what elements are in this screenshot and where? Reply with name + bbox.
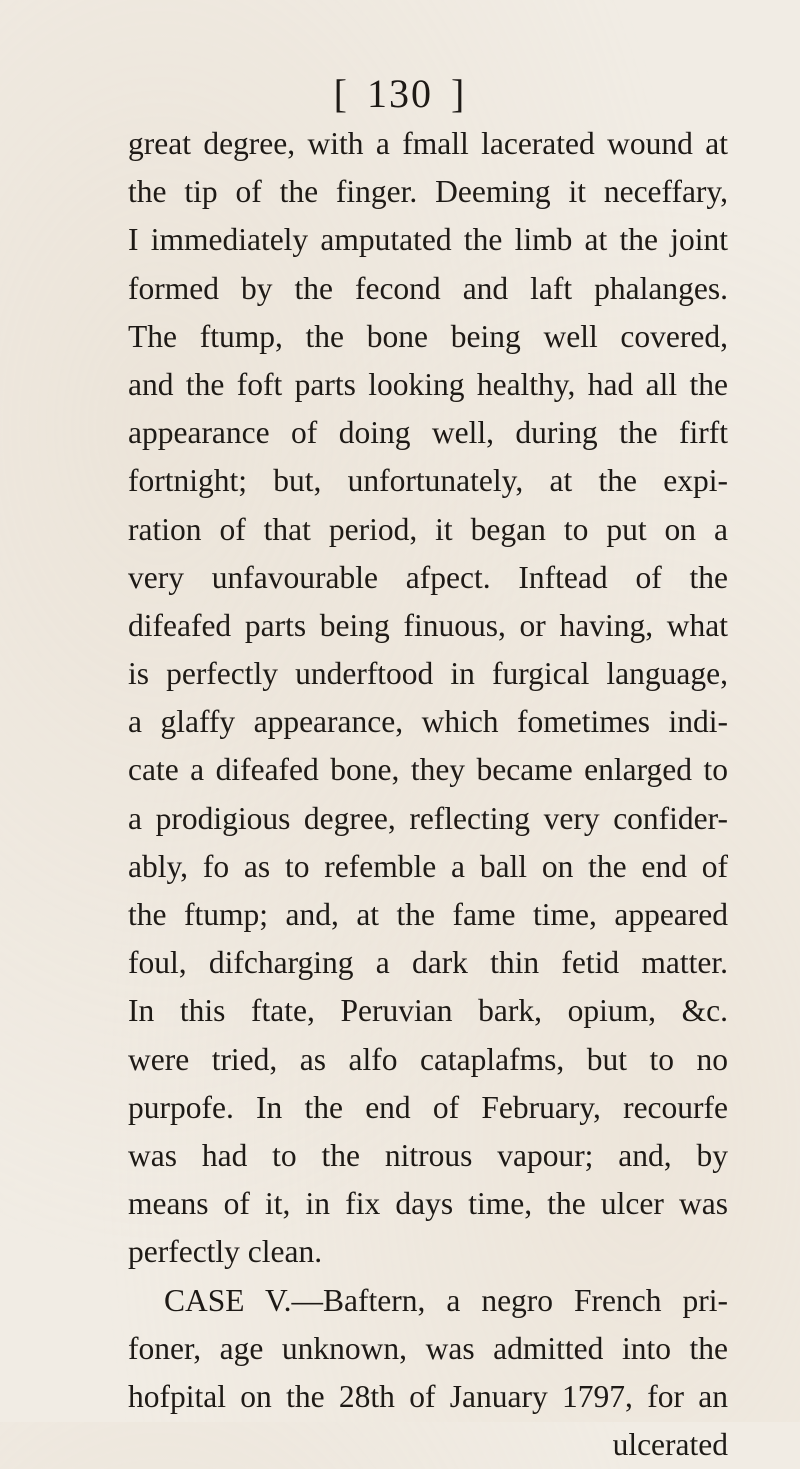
text-line: the ftump; and, at the fame time, appeared (128, 897, 728, 932)
catchword: ulcerated (612, 1427, 728, 1463)
text-line: ably, fo as to refemble a ball on the end of (128, 848, 728, 884)
text-line: cate a difeafed bone, they became enlarged to (128, 752, 728, 788)
text-line: is perfectly underftood in furgical language, (128, 656, 728, 692)
close-bracket: ] (451, 71, 467, 116)
text-line: The ftump, the bone being well covered, (128, 318, 728, 354)
text-line: were tried, as alfo cataplafms, but to no (128, 1041, 728, 1077)
page-header (0, 70, 800, 118)
text-line: hofpital on the 28th of January 1797, for an (128, 1378, 728, 1414)
text-line: great degree, with a fmall lacerated wound at (128, 126, 728, 161)
text-line: a prodigious degree, reflecting very confider- (128, 800, 728, 836)
text-line: fortnight; but, unfortunately, at the expi- (128, 463, 728, 499)
text-line: perfectly clean. (128, 1234, 323, 1270)
text-line: foul, difcharging a dark thin fetid matter. (128, 945, 728, 981)
text-line: foner, age unknown, was admitted into the (128, 1330, 728, 1366)
open-bracket: [ (333, 71, 349, 116)
text-line: a glaffy appearance, which fometimes indi- (128, 704, 728, 740)
text-line: and the foft parts looking healthy, had all the (128, 366, 728, 402)
text-line: In this ftate, Peruvian bark, opium, &c. (128, 993, 728, 1029)
page-number: 130 (367, 71, 433, 116)
text-line: was had to the nitrous vapour; and, by (128, 1137, 728, 1173)
text-line: appearance of doing well, during the firft (128, 415, 728, 451)
text-line: formed by the fecond and laft phalanges. (128, 270, 728, 306)
text-line: means of it, in fix days time, the ulcer was (128, 1186, 728, 1222)
case-heading-line: CASE V.—Baftern, a negro French pri- (164, 1282, 728, 1318)
body-text (128, 120, 728, 1469)
text-line: very unfavourable afpect. Inftead of the (128, 559, 728, 595)
text-line: the tip of the finger. Deeming it neceffary, (128, 174, 728, 210)
text-line: I immediately amputated the limb at the joint (128, 222, 728, 258)
text-line: purpofe. In the end of February, recourfe (128, 1089, 728, 1125)
text-line: ration of that period, it began to put on a (128, 511, 728, 547)
text-line: difeafed parts being finuous, or having, what (128, 607, 728, 643)
